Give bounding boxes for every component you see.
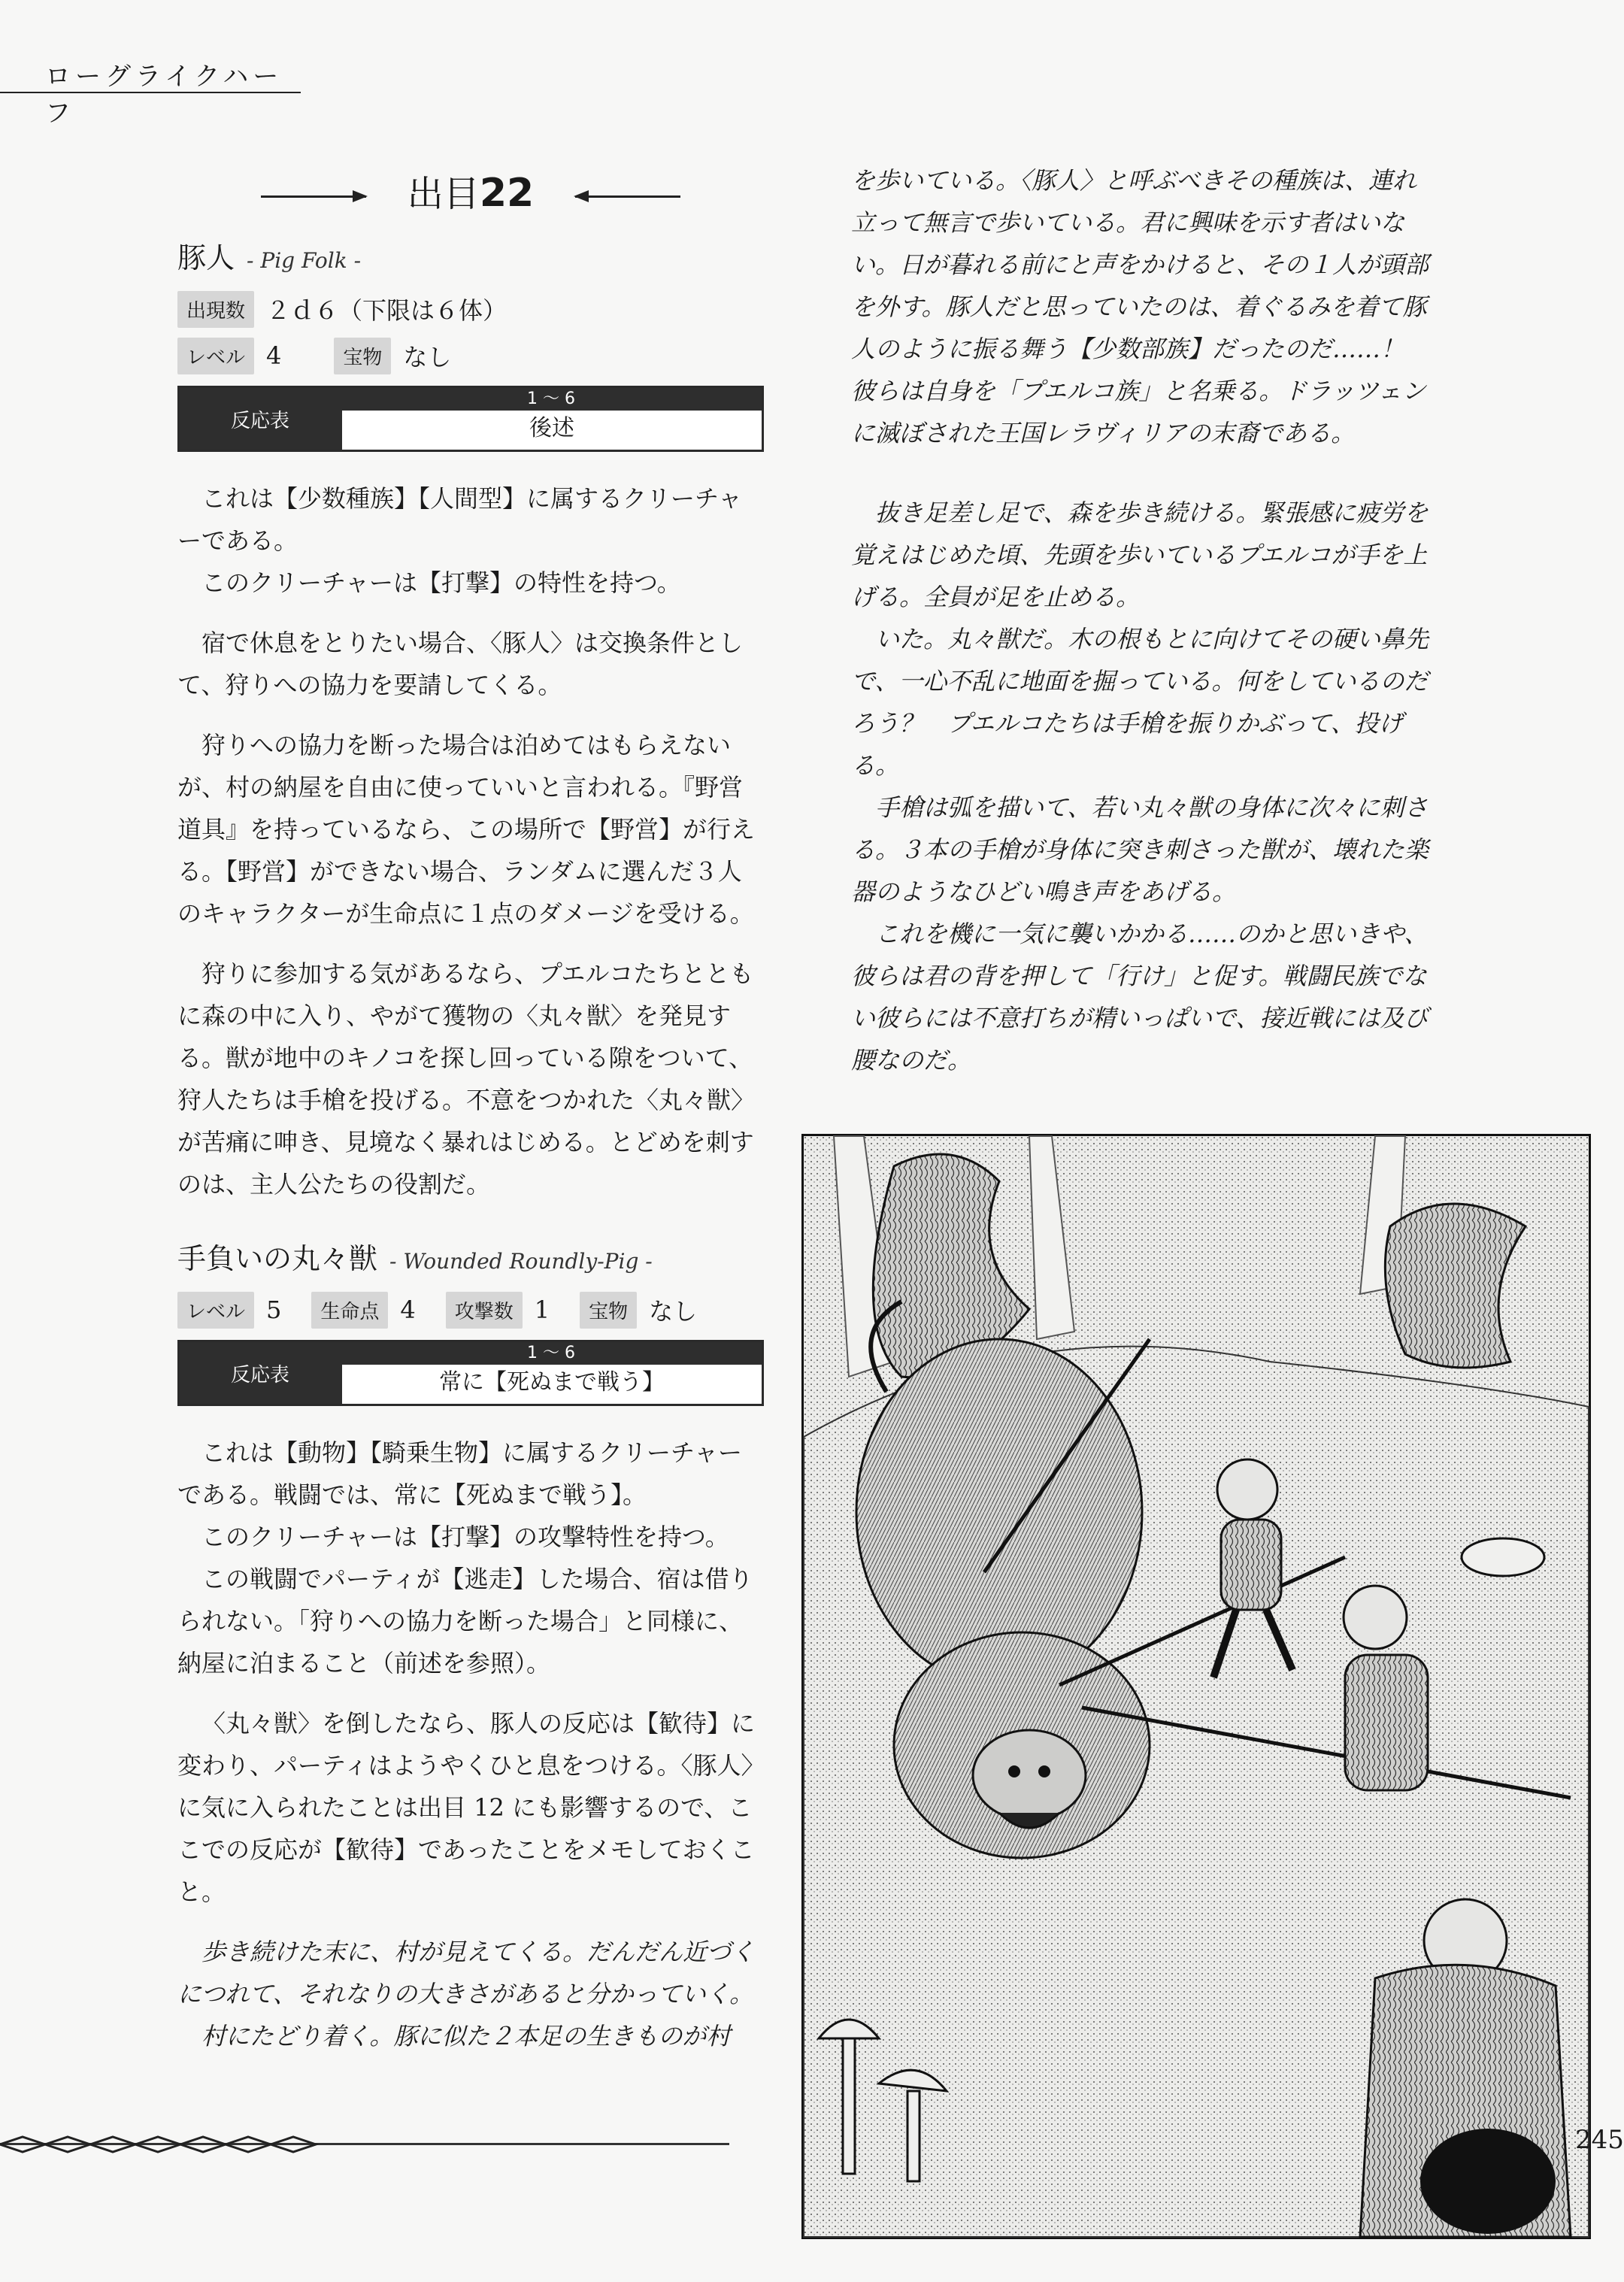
running-head bbox=[0, 47, 301, 129]
body-paragraph: この戦闘でパーティが【逃走】した場合、宿は借りられない。「狩りへの協力を断った場合」と同様に、納屋に泊まること（前述を参照）。 bbox=[177, 1565, 753, 1677]
stat-row-level bbox=[177, 336, 764, 375]
stat-value-appear: ２ｄ６（下限は６体） bbox=[266, 296, 508, 325]
body-paragraph: 狩りに参加する気があるなら、プエルコたちとともに森の中に入り、やがて獲物の〈丸々獣〉を発見する。獣が地中のキノコを探し回っている隙をついて、狩人たちは手槍を投げる。不意をつかれた〈丸々獣〉が苦痛に呻き、見境なく暴れはじめる。とどめを刺すのは、主人公たちの役割だ。 bbox=[177, 959, 756, 1199]
stat-label-attacks: 攻撃数 bbox=[446, 1292, 523, 1329]
body-paragraph: このクリーチャーは【打撃】の特性を持つ。 bbox=[201, 568, 681, 597]
body-paragraph: これは【少数種族】【人間型】に属するクリーチャーである。 bbox=[177, 484, 743, 555]
body-paragraph: このクリーチャーは【打撃】の攻撃特性を持つ。 bbox=[201, 1523, 729, 1551]
stat-value-level: 5 bbox=[266, 1296, 282, 1324]
reaction-range: 1 ～ 6 bbox=[341, 388, 762, 411]
reaction-range: 1 ～ 6 bbox=[341, 1342, 762, 1365]
narrative-paragraph: を歩いている。〈豚人〉と呼ぶべきその種族は、連れ立って無言で歩いている。君に興味を示す者はいない。日が暮れる前にと声をかけると、その１人が頭部を外す。豚人だと思っていたのは、着ぐるみを着て豚人のように振る舞う【少数部族】だったのだ……！ 彼らは自身を「プエルコ族」と名乗る。ドラッツェンに滅ぼされた王国レラヴィリアの末裔である。 bbox=[851, 166, 1429, 447]
stat-label-hp: 生命点 bbox=[311, 1292, 388, 1329]
monster-name-en: - Pig Folk - bbox=[247, 248, 362, 273]
stat-value-attacks: 1 bbox=[534, 1296, 550, 1324]
body-paragraph: これは【動物】【騎乗生物】に属するクリーチャーである。戦闘では、常に【死ぬまで戦う】。 bbox=[177, 1438, 743, 1509]
monster-name-jp: 豚人 bbox=[177, 241, 235, 274]
reaction-result: 常に【死ぬまで戦う】 bbox=[341, 1365, 762, 1404]
stat-label-level: レベル bbox=[177, 1292, 254, 1329]
body-paragraph: 宿で休息をとりたい場合、〈豚人〉は交換条件として、狩りへの協力を要請してくる。 bbox=[177, 629, 744, 699]
narrative-paragraph: 手槍は弧を描いて、若い丸々獣の身体に次々に刺さる。３本の手槍が身体に突き刺さった獣が、壊れた楽器のようなひどい鳴き声をあげる。 bbox=[851, 793, 1429, 906]
stat-label-treasure: 宝物 bbox=[334, 338, 391, 374]
stat-value-treasure: なし bbox=[403, 343, 452, 371]
stat-label-appear: 出現数 bbox=[177, 291, 254, 328]
section-title bbox=[177, 167, 764, 220]
section-number: 22 bbox=[479, 171, 535, 216]
stat-value-level: 4 bbox=[266, 341, 282, 370]
body-paragraph: 狩りへの協力を断った場合は泊めてはもらえないが、村の納屋を自由に使っていいと言われる。『野営道具』を持っているなら、この場所で【野営】が行える。【野営】ができない場合、ランダムに選んだ３人のキャラクターが生命点に１点のダメージを受ける。 bbox=[177, 731, 756, 928]
stat-row-combat bbox=[177, 1290, 764, 1329]
narrative-paragraph: 歩き続けた末に、村が見えてくる。だんだん近づくにつれて、それなりの大きさがあると分かっていく。 bbox=[177, 1938, 756, 2008]
tree-stump bbox=[1462, 1538, 1544, 1576]
left-column bbox=[177, 167, 764, 2057]
monster-name-roundly-pig bbox=[177, 1235, 764, 1277]
reaction-table-pig-folk bbox=[177, 386, 764, 452]
narrative-paragraph: 村にたどり着く。豚に似た２本足の生きものが村 bbox=[201, 2022, 731, 2050]
narrative-paragraph: これを機に一気に襲いかかる……のかと思いきや、彼らは君の背を押して「行け」と促す。戦闘民族でない彼らには不意打ちが精いっぱいで、接近戦には及び腰なのだ。 bbox=[851, 920, 1429, 1074]
illustration-art bbox=[804, 1136, 1589, 2237]
narrative-paragraph: 抜き足差し足で、森を歩き続ける。緊張感に疲労を覚えはじめた頃、先頭を歩いているプエルコが手を上げる。全員が足を止める。 bbox=[851, 499, 1429, 611]
title-ornament-right bbox=[575, 195, 680, 198]
reaction-table-roundly-pig bbox=[177, 1340, 764, 1406]
narrative-paragraph: いた。丸々獣だ。木の根もとに向けてその硬い鼻先で、一心不乱に地面を掘っている。何をしているのだろう？ プエルコたちは手槍を振りかぶって、投げる。 bbox=[851, 625, 1429, 780]
footer-ornament bbox=[0, 2129, 361, 2159]
section-prefix: 出目 bbox=[407, 173, 480, 215]
reaction-table-header: 反応表 bbox=[180, 1342, 341, 1404]
stat-value-treasure: なし bbox=[649, 1297, 698, 1326]
body-paragraph: 〈丸々獣〉を倒したなら、豚人の反応は【歓待】に変わり、パーティはようやくひと息をつける。〈豚人〉に気に入られたことは出目 12 にも影響するので、ここでの反応が【歓待】であったことをメモしておくこと。 bbox=[177, 1709, 756, 1906]
narrative-left bbox=[177, 1931, 764, 2057]
monster-name-en: - Wounded Roundly-Pig - bbox=[389, 1249, 653, 1274]
page-number: 245 bbox=[1575, 2125, 1624, 2155]
stat-label-treasure: 宝物 bbox=[580, 1292, 637, 1329]
stat-value-hp: 4 bbox=[400, 1296, 416, 1324]
stat-row-appear bbox=[177, 289, 764, 329]
reaction-table-header: 反応表 bbox=[180, 388, 341, 450]
title-ornament-left bbox=[261, 195, 366, 198]
stat-label-level: レベル bbox=[177, 338, 254, 374]
forest-hunt-illustration bbox=[801, 1134, 1591, 2239]
right-column bbox=[851, 159, 1430, 1081]
monster-name-jp: 手負いの丸々獣 bbox=[177, 1242, 378, 1275]
monster-name-pig-folk bbox=[177, 235, 764, 276]
reaction-result: 後述 bbox=[341, 411, 762, 450]
running-head-title: ローグライクハーフ bbox=[45, 62, 283, 129]
